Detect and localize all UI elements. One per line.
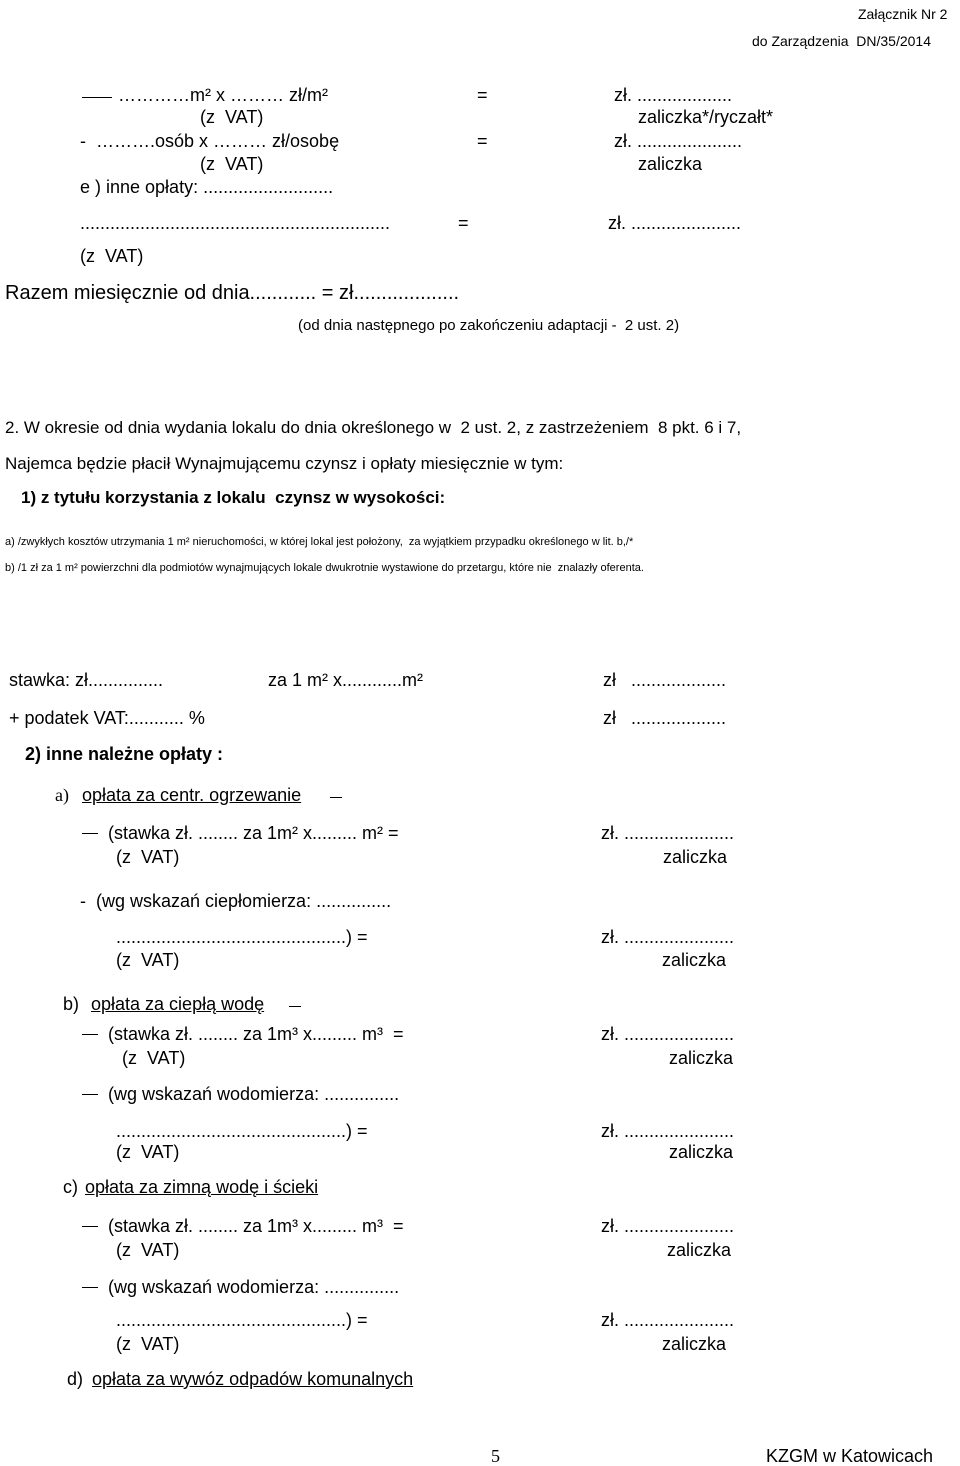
water-meter-line: (wg wskazań wodomierza: ............... — [108, 1277, 400, 1297]
vat-label: (z VAT) — [200, 107, 264, 127]
rate-line: stawka: zł............... — [9, 670, 164, 690]
item-label-a: a) — [55, 785, 69, 805]
water-meter-line: (wg wskazań wodomierza: ............... — [108, 1084, 400, 1104]
persons-rate-line: - ……….osób x ……… zł/osobę — [80, 131, 340, 151]
item-label-b: b) — [63, 994, 80, 1014]
amount-field: zł. ...................... — [601, 1310, 735, 1330]
advance-label: zaliczka — [669, 1142, 734, 1162]
dash-marker — [289, 1006, 301, 1007]
item-label-d: d) — [67, 1369, 84, 1389]
heating-rate-line: (stawka zł. ........ za 1m² x......... m² = — [108, 823, 399, 843]
equals-sign: = — [477, 85, 488, 105]
amount-field: zł. ...................... — [601, 1024, 735, 1044]
vat-label: (z VAT) — [122, 1048, 186, 1068]
amount-field: zł ................... — [603, 670, 727, 690]
other-fees-heading: 2) inne należne opłaty : — [25, 744, 224, 764]
rent-heading: 1) z tytułu korzystania z lokalu czynsz w wysokości: — [21, 488, 446, 507]
heat-meter-line: - (wg wskazań ciepłomierza: ............... — [80, 891, 392, 911]
amount-field: zł ................... — [603, 708, 727, 728]
monthly-total-line: Razem miesięcznie od dnia............ = zł................... — [5, 282, 460, 304]
heating-fee-title: opłata za centr. ogrzewanie — [82, 785, 302, 805]
adaptation-note: (od dnia następnego po zakończeniu adaptacji - 2 ust. 2) — [298, 317, 680, 334]
advance-lumpsum-label: zaliczka*/ryczałt* — [638, 107, 774, 127]
amount-field: zł. ...................... — [601, 823, 735, 843]
vat-label: (z VAT) — [116, 847, 180, 867]
amount-field: zł. ...................... — [601, 1216, 735, 1236]
advance-label: zaliczka — [667, 1240, 732, 1260]
advance-label: zaliczka — [662, 1334, 727, 1354]
vat-label: (z VAT) — [116, 1240, 180, 1260]
dash-marker — [330, 797, 342, 798]
equals-sign: = — [477, 131, 488, 151]
attachment-number: Załącznik Nr 2 — [858, 6, 948, 22]
advance-label: zaliczka — [663, 847, 728, 867]
equals-sign: = — [458, 213, 469, 233]
heat-meter-dots: ..............................................) = — [116, 927, 368, 947]
vat-label: (z VAT) — [80, 246, 144, 266]
waste-fee-title: opłata za wywóz odpadów komunalnych — [92, 1369, 414, 1389]
section-2-paragraph-cont: Najemca będzie płacił Wynajmującemu czynsz i opłaty miesięcznie w tym: — [5, 454, 564, 473]
hot-water-rate-line: (stawka zł. ........ za 1m³ x......... m³ = — [108, 1024, 404, 1044]
footnote-b: b) /1 zł za 1 m² powierzchni dla podmiotów wynajmujących lokale dwukrotnie wystawione do przetargu, które nie znalazły oferenta. — [5, 562, 644, 574]
cold-water-rate-line: (stawka zł. ........ za 1m³ x......... m³ = — [108, 1216, 404, 1236]
dash-marker — [82, 1287, 98, 1288]
amount-field: zł. ...................... — [608, 213, 742, 233]
dash-marker — [82, 833, 98, 834]
amount-field: zł. ................... — [614, 85, 733, 105]
other-fees-line: e ) inne opłaty: .......................... — [80, 177, 334, 197]
dash-marker — [82, 1034, 98, 1035]
amount-field: zł. ...................... — [601, 1121, 735, 1141]
other-fees-dots: .............................................................. — [80, 213, 391, 233]
vat-label: (z VAT) — [116, 950, 180, 970]
dash-marker — [82, 1226, 98, 1227]
amount-field: zł. ..................... — [614, 131, 743, 151]
amount-field: zł. ...................... — [601, 927, 735, 947]
advance-label: zaliczka — [638, 154, 703, 174]
dash-marker — [82, 1094, 98, 1095]
organization-footer: KZGM w Katowicach — [766, 1446, 934, 1466]
per-m2-line: za 1 m² x............m² — [268, 670, 424, 690]
water-meter-dots: ..............................................) = — [116, 1121, 368, 1141]
advance-label: zaliczka — [669, 1048, 734, 1068]
vat-label: (z VAT) — [200, 154, 264, 174]
dash-marker — [82, 97, 112, 98]
section-2-paragraph: 2. W okresie od dnia wydania lokalu do dnia określonego w 2 ust. 2, z zastrzeżeniem 8 pkt. 6 i 7, — [5, 418, 742, 437]
cold-water-fee-title: opłata za zimną wodę i ścieki — [85, 1177, 319, 1197]
vat-label: (z VAT) — [116, 1334, 180, 1354]
vat-label: (z VAT) — [116, 1142, 180, 1162]
regulation-reference: do Zarządzenia DN/35/2014 — [752, 33, 931, 49]
water-meter-dots: ..............................................) = — [116, 1310, 368, 1330]
hot-water-fee-title: opłata za ciepłą wodę — [91, 994, 265, 1014]
item-label-c: c) — [63, 1177, 78, 1197]
advance-label: zaliczka — [662, 950, 727, 970]
vat-tax-line: + podatek VAT:........... % — [9, 708, 205, 728]
footnote-a: a) /zwykłych kosztów utrzymania 1 m² nieruchomości, w której lokal jest położony, za wyjątkiem przypadku określonego w lit. b,/* — [5, 536, 634, 548]
page-number: 5 — [491, 1446, 500, 1466]
area-rate-line: …………m² x ……… zł/m² — [118, 85, 328, 105]
